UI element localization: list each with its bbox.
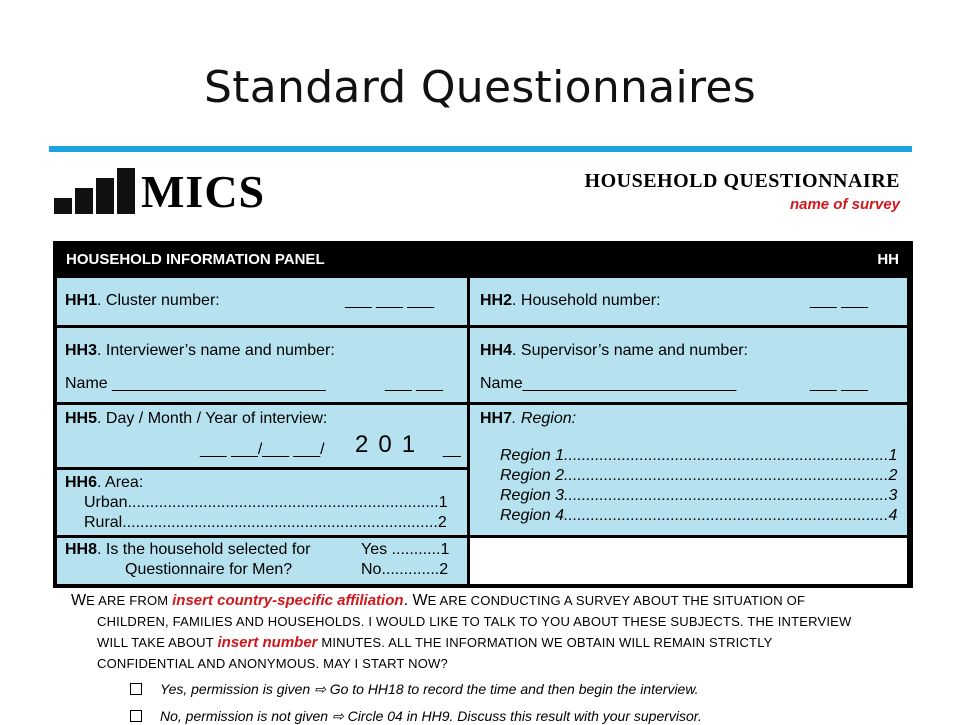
hh3-code: HH3 xyxy=(65,342,98,359)
checkbox-icon[interactable] xyxy=(130,710,142,722)
hh3-name-line[interactable]: Name ________________________ xyxy=(65,375,326,392)
hh7-label: . Region: xyxy=(512,410,577,427)
panel-header xyxy=(55,243,911,276)
hh8-no-option[interactable]: No.............2 xyxy=(361,561,449,578)
consent-text: MINUTES. A xyxy=(317,635,398,650)
hh3-label: . Interviewer’s name and number: xyxy=(97,342,335,359)
form-subtitle: name of survey xyxy=(789,196,900,213)
area-option[interactable]: Rural.......................................................................2 xyxy=(84,514,447,531)
hh7-cell xyxy=(470,405,907,535)
accent-rule xyxy=(49,146,912,152)
hh1-label: . Cluster number: xyxy=(97,292,220,309)
hh5-year: 201 xyxy=(355,431,426,458)
hh3-cell xyxy=(57,328,467,402)
region-option[interactable]: Region 4.........................................................................4 xyxy=(500,507,898,524)
logo-text: MICS xyxy=(141,166,266,217)
consent-text: LL THE INFORMATION WE OBTAIN WILL REMAIN STRICTLY xyxy=(397,635,773,650)
permission-no-label: No, permission is not given ⇨ Circle 04 in HH9. Discuss this result with your supervisor. xyxy=(160,708,702,724)
hh6-cell xyxy=(57,470,467,535)
region-option[interactable]: Region 2.........................................................................2 xyxy=(500,467,898,484)
hh4-cell xyxy=(470,328,907,402)
panel-title: HOUSEHOLD INFORMATION PANEL xyxy=(66,251,325,268)
panel-code: HH xyxy=(877,251,899,268)
mics-logo xyxy=(54,166,266,217)
hh6-label: . Area: xyxy=(97,474,144,491)
hh3-blanks[interactable]: ___ ___ xyxy=(385,375,443,392)
consent-statement xyxy=(71,590,921,674)
permission-yes-row[interactable] xyxy=(130,681,699,698)
hh4-label: . Supervisor’s name and number: xyxy=(512,342,748,359)
hh8-label: . Is the household selected for xyxy=(97,541,311,558)
region-option[interactable]: Region 3.........................................................................3 xyxy=(500,487,898,504)
hh2-label: . Household number: xyxy=(512,292,661,309)
hh5-year-blank[interactable]: __ xyxy=(443,441,461,458)
insert-affiliation-placeholder: insert country-specific affiliation xyxy=(172,592,404,609)
consent-text: HE INTERVIEW xyxy=(755,614,852,629)
hh1-blanks[interactable]: ___ ___ ___ xyxy=(345,292,434,309)
hh6-code: HH6 xyxy=(65,474,98,491)
hh5-cell xyxy=(57,405,467,467)
hh5-code: HH5 xyxy=(65,410,98,427)
hh8-cell xyxy=(57,538,467,584)
hh1-cell xyxy=(57,278,467,325)
region-option[interactable]: Region 1.........................................................................1 xyxy=(500,447,898,464)
hh2-code: HH2 xyxy=(480,292,513,309)
hh8-code: HH8 xyxy=(65,541,98,558)
checkbox-icon[interactable] xyxy=(130,683,142,695)
hh7-code: HH7 xyxy=(480,410,513,427)
consent-text: E ARE FROM xyxy=(86,593,173,608)
consent-text: WILL TAKE ABOUT xyxy=(97,635,218,650)
hh4-code: HH4 xyxy=(480,342,513,359)
hh1-code: HH1 xyxy=(65,292,98,309)
hh4-blanks[interactable]: ___ ___ xyxy=(810,375,868,392)
slide-title: Standard Questionnaires xyxy=(203,62,757,113)
consent-text: CONFIDENTIAL AND ANONYMOUS. M xyxy=(97,656,335,671)
hh4-name-line[interactable]: Name________________________ xyxy=(480,375,737,392)
consent-text: CHILDREN, FAMILIES AND HOUSEHOLDS. I WOULD LIKE TO TALK TO YOU ABOUT THESE SUBJECTS. T xyxy=(97,614,756,629)
permission-yes-label: Yes, permission is given ⇨ Go to HH18 to record the time and then begin the interview. xyxy=(160,681,699,697)
logo-bars-icon xyxy=(54,168,135,214)
household-information-panel xyxy=(53,241,913,588)
consent-text: . W xyxy=(403,592,428,609)
consent-text: AY I START NOW? xyxy=(334,656,448,671)
insert-number-placeholder: insert number xyxy=(217,634,318,651)
hh8-yes-option[interactable]: Yes ...........1 xyxy=(361,541,450,558)
consent-text: E ARE CONDUCTING A SURVEY ABOUT THE SITUATION OF xyxy=(427,593,806,608)
area-option[interactable]: Urban......................................................................1 xyxy=(84,494,448,511)
consent-text: W xyxy=(71,592,87,609)
form-title: HOUSEHOLD QUESTIONNAIRE xyxy=(584,170,900,192)
hh8-label-line2: Questionnaire for Men? xyxy=(125,561,293,578)
hh2-blanks[interactable]: ___ ___ xyxy=(810,292,868,309)
hh2-cell xyxy=(470,278,907,325)
permission-no-row[interactable] xyxy=(130,708,702,725)
empty-cell xyxy=(470,538,907,584)
hh5-label: . Day / Month / Year of interview: xyxy=(97,410,328,427)
hh5-date-blanks[interactable]: ___ ___/___ ___/ xyxy=(200,441,325,458)
